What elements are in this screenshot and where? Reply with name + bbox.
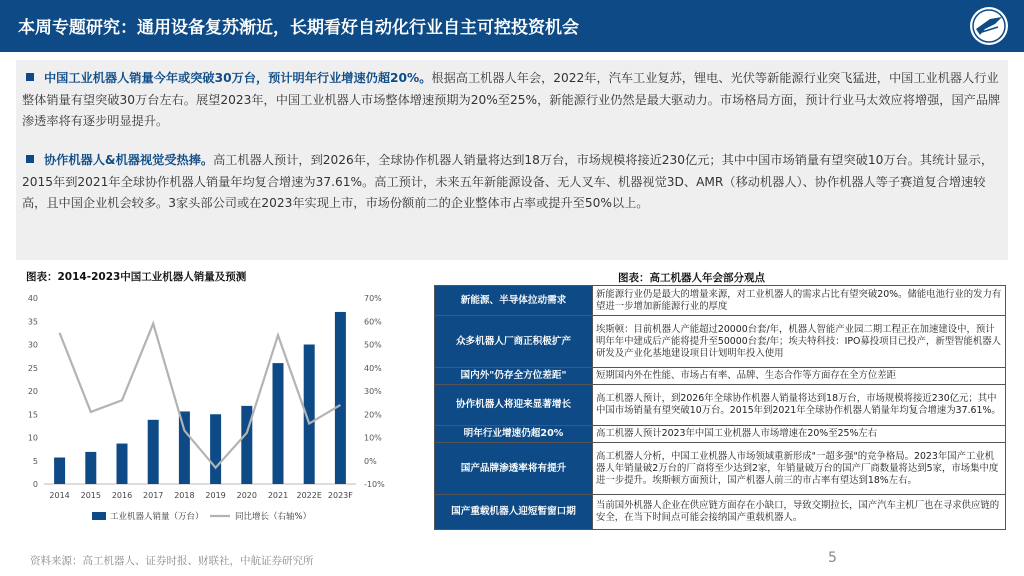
y-left-tick-label: 25 (27, 363, 38, 373)
y-left-tick-label: 20 (27, 387, 38, 396)
table-value-cell: 埃斯顿：目前机器人产能超过20000台套/年，机器人智能产业园二期工程正在加速建设中，预计明年年中建成后产能将提升至50000台套/年；埃夫特科技：IPO募投项目已投产，新型智能机器人研发及产业化基地建设项目计划明年投入使用 (593, 316, 1006, 368)
summary-paragraph-2 (22, 150, 1002, 215)
table-value-cell: 新能源行业仍是最大的增量来源，对工业机器人的需求占比有望突破20%。储能电池行业的发力有望进一步增加新能源行业的厚度 (593, 286, 1006, 316)
y-right-tick-label: 0% (364, 456, 377, 466)
y-right-tick-label: 50% (364, 340, 382, 350)
table-row (435, 443, 1006, 495)
summary-paragraph-1 (22, 68, 1002, 133)
y-left-tick-label: 0 (32, 480, 38, 489)
y-left-tick-label: 40 (27, 294, 38, 303)
x-tick-label: 2023F (327, 491, 353, 500)
bullet-square-icon (26, 73, 34, 81)
table-key-cell: 国产品牌渗透率将有提升 (435, 443, 593, 495)
bar-2015 (85, 452, 96, 484)
table-key-cell: 协作机器人将迎来显著增长 (435, 385, 593, 426)
table-row (435, 368, 1006, 385)
y-right-tick-label: 60% (364, 317, 382, 327)
legend-line-label: 同比增长（右轴%） (235, 512, 312, 522)
y-right-tick-label: -10% (364, 480, 385, 489)
bar-2018 (179, 411, 190, 484)
legend-bar-swatch (92, 512, 106, 520)
summary-text-1: 根据高工机器人年会，2022年，汽车工业复苏，锂电、光伏等新能源行业突飞猛进，中国工业机器人行业整体销量有望突破30万台左右。展望2023年，中国工业机器人市场整体增速预期为20%至25%，新能源行业仍然是最大驱动力。市场格局方面，预计行业马太效应将增强，国产品牌渗透率将有逐步明显提升。 (22, 71, 1001, 128)
table-row (435, 286, 1006, 316)
bar-2019 (210, 414, 221, 484)
bullet-square-icon (26, 155, 34, 163)
table-value-cell: 高工机器人分析，中国工业机器人市场领域重新形成"一超多强"的竞争格局。2023年国产工业机器人年销量破2万台的厂商将至少达到2家，年销量破万台的国产厂商数量将达到5家，市场集中度进一步提升。埃斯顿方面预计，国产机器人前三的市占率有望达到18%左右。 (593, 443, 1006, 495)
table-key-cell: 国产重载机器人迎短暂窗口期 (435, 495, 593, 530)
x-tick-label: 2015 (80, 491, 101, 500)
y-right-tick-label: 10% (364, 433, 382, 443)
y-right-tick-label: 70% (364, 294, 382, 303)
viewpoints-table (434, 285, 1006, 530)
y-right-tick-label: 20% (364, 410, 382, 420)
x-tick-label: 2018 (174, 491, 195, 500)
page-title: 本周专题研究：通用设备复苏渐近，长期看好自动化行业自主可控投资机会 (18, 18, 579, 38)
x-tick-label: 2022E (296, 491, 322, 500)
growth-line (60, 324, 341, 468)
y-left-tick-label: 15 (27, 410, 38, 420)
bar-2021 (273, 363, 284, 484)
page-number: 5 (828, 550, 837, 566)
x-tick-label: 2020 (236, 491, 257, 500)
x-tick-label: 2021 (267, 491, 289, 500)
summary-box (16, 60, 1008, 260)
table-key-cell: 新能源、半导体拉动需求 (435, 286, 593, 316)
x-tick-label: 2014 (49, 491, 70, 500)
header-bar (0, 0, 1024, 52)
table-row (435, 385, 1006, 426)
table-key-cell: 国内外"仍存全方位差距" (435, 368, 593, 385)
summary-highlight-2: 协作机器人&机器视觉受热捧。 (44, 153, 214, 167)
y-left-tick-label: 10 (27, 433, 38, 443)
y-right-tick-label: 40% (364, 363, 382, 373)
source-note: 资料来源：高工机器人、证券时报、财联社，中航证券研究所 (30, 555, 314, 567)
y-left-tick-label: 35 (27, 317, 38, 327)
company-logo-icon (968, 5, 1010, 47)
table-value-cell: 当前国外机器人企业在供应链方面存在小缺口，导致交期拉长，国产汽车主机厂也在寻求供应链的安全，在当下时间点可能会接纳国产重载机器人。 (593, 495, 1006, 530)
table-key-cell: 众多机器人厂商正积极扩产 (435, 316, 593, 368)
sales-chart-svg (14, 284, 394, 549)
bar-2016 (117, 444, 128, 484)
y-left-tick-label: 30 (27, 340, 38, 350)
legend-bar-label: 工业机器人销量（万台） (110, 512, 204, 522)
bar-2023F (335, 312, 346, 484)
table-row (435, 316, 1006, 368)
x-tick-label: 2017 (143, 491, 164, 500)
table-caption: 图表：高工机器人年会部分观点 (618, 272, 765, 284)
bar-2014 (54, 457, 65, 484)
table-value-cell: 高工机器人预计2023年中国工业机器人市场增速在20%至25%左右 (593, 426, 1006, 443)
x-tick-label: 2019 (205, 491, 226, 500)
y-right-tick-label: 30% (364, 387, 382, 396)
summary-highlight-1: 中国工业机器人销量今年或突破30万台，预计明年行业增速仍超20%。 (44, 71, 432, 85)
table-value-cell: 高工机器人预计，到2026年全球协作机器人销量将达到18万台，市场规模将接近230亿元；其中中国市场销量有望突破10万台。2015年到2021年全球协作机器人销量年均复合增速为37.61%。 (593, 385, 1006, 426)
table-row (435, 495, 1006, 530)
chart-caption: 图表：2014-2023中国工业机器人销量及预测 (26, 271, 247, 283)
table-value-cell: 短期国内外在性能、市场占有率、品牌、生态合作等方面存在全方位差距 (593, 368, 1006, 385)
table-row (435, 426, 1006, 443)
table-key-cell: 明年行业增速仍超20% (435, 426, 593, 443)
x-tick-label: 2016 (111, 491, 133, 500)
summary-text-2: 高工机器人预计，到2026年，全球协作机器人销量将达到18万台，市场规模将接近230亿元；其中中国市场销量有望突破10万台。其统计显示，2015年到2021年全球协作机器人销量年均复合增速为37.61%。高工预计，未来五年新能源设备、无人叉车、机器视觉3D、AMR（移动机器人）、协作机器人等子赛道复合增速较高，且中国企业机会较多。3家头部公司或在2023年实现上市，市场份额前二的企业整体市占率或提升至50%以上。 (22, 153, 994, 210)
sales-chart (14, 284, 394, 549)
bar-2017 (148, 420, 159, 484)
y-left-tick-label: 5 (32, 456, 38, 466)
